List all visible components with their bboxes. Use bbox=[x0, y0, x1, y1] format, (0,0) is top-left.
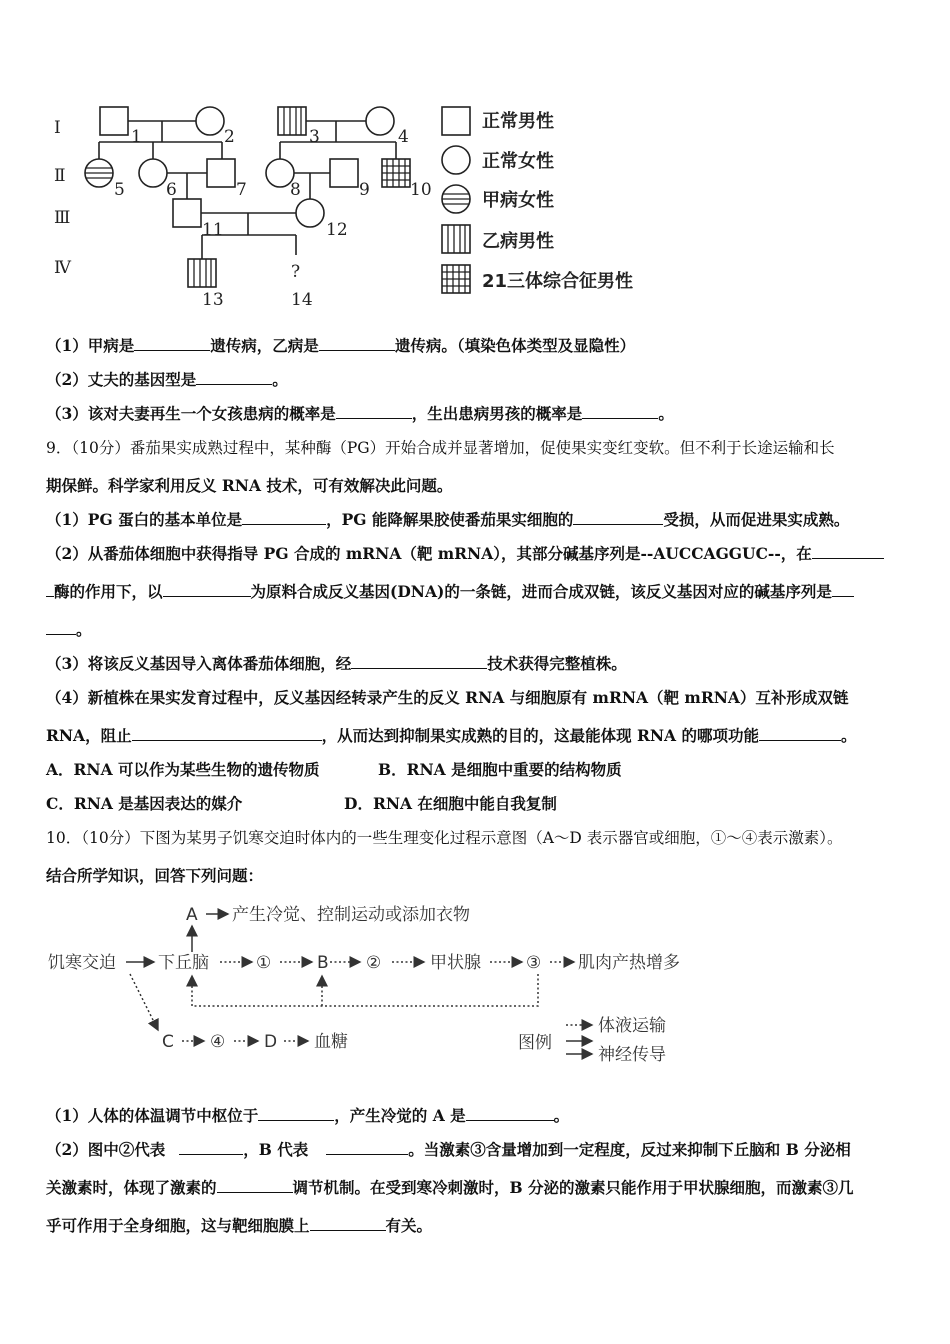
answer-blank-cont bbox=[46, 582, 54, 597]
q10-header: 10．（10分）下图为某男子饥寒交迫时体内的一些生理变化过程示意图（A～D 表示器官或细胞，①～④表示激素）。 bbox=[46, 829, 843, 847]
legend-normal-male: 正常男性 bbox=[482, 111, 554, 132]
node-c: C bbox=[162, 1032, 174, 1052]
legend-disease-a-female: 甲病女性 bbox=[482, 190, 554, 211]
node-b: B bbox=[317, 953, 329, 973]
pedigree-chart bbox=[40, 95, 680, 315]
hormone-4: ④ bbox=[210, 1032, 226, 1052]
q9-part2-cont: 酶的作用下，以 为原料合成反义基因(DNA)的一条链，进而合成双链，该反义基因对应的碱基序列是 bbox=[46, 582, 854, 602]
q10-part2-end: 乎可作用于全身细胞，这与靶细胞膜上 有关。 bbox=[46, 1216, 433, 1235]
individual-number: 10 bbox=[410, 180, 432, 200]
q10-part2: （2）图中②代表 ，B 代表 。当激素③含量增加到一定程度，反过来抑制下丘脑和 B 分泌相 bbox=[46, 1140, 851, 1159]
answer-blank[interactable] bbox=[196, 370, 272, 385]
q10-part2-cont: 关激素时，体现了激素的 调节机制。在受到寒冷刺激时，B 分泌的激素只能作用于甲状腺细胞，而激素③几 bbox=[46, 1178, 854, 1197]
q9-option-a[interactable]: A．RNA 可以作为某些生物的遗传物质 bbox=[46, 760, 320, 779]
individual-number: 6 bbox=[166, 180, 177, 200]
q9-header: 9．（10分）番茄果实成熟过程中，某种酶（PG）开始合成并显著增加，促使果实变红变软。但不利于长途运输和长 bbox=[46, 439, 835, 457]
q9-header-cont: 期保鲜。科学家利用反义 RNA 技术，可有效解决此问题。 bbox=[46, 476, 453, 495]
answer-blank[interactable] bbox=[132, 726, 322, 741]
q10-part1: （1）人体的体温调节中枢位于 ，产生冷觉的 A 是 。 bbox=[46, 1106, 570, 1125]
answer-blank[interactable] bbox=[759, 726, 841, 741]
individual-number: 5 bbox=[114, 180, 125, 200]
generation-label: Ⅲ bbox=[54, 208, 71, 228]
regulation-flowchart bbox=[40, 892, 720, 1082]
generation-label: Ⅰ bbox=[54, 118, 61, 138]
node-d: D bbox=[264, 1032, 278, 1052]
q8-part2: （2）丈夫的基因型是 。 bbox=[46, 370, 288, 389]
answer-blank[interactable] bbox=[179, 1140, 243, 1155]
legend-fluid: 体液运输 bbox=[598, 1016, 666, 1036]
node-hypothalamus: 下丘脑 bbox=[158, 953, 209, 973]
generation-label: Ⅱ bbox=[54, 166, 66, 186]
individual-number: 14 bbox=[291, 290, 313, 310]
answer-blank-cont bbox=[46, 620, 76, 635]
individual-number: 8 bbox=[290, 180, 301, 200]
q9-part2-end: 。 bbox=[46, 620, 92, 640]
answer-blank[interactable] bbox=[163, 582, 251, 597]
answer-blank[interactable] bbox=[582, 404, 658, 419]
q8-part1: （1）甲病是 遗传病，乙病是 遗传病。（填染色体类型及显隐性） bbox=[46, 336, 636, 355]
individual-number: 13 bbox=[202, 290, 224, 310]
individual-number: 9 bbox=[359, 180, 370, 200]
node-start: 饥寒交迫 bbox=[48, 953, 116, 973]
answer-blank[interactable] bbox=[258, 1106, 334, 1121]
individual-number: 11 bbox=[202, 220, 224, 240]
q9-part2: （2）从番茄体细胞中获得指导 PG 合成的 mRNA（靶 mRNA），其部分碱基序列是--AUCCAGGUC--，在 bbox=[46, 544, 884, 564]
answer-blank[interactable] bbox=[310, 1216, 386, 1231]
legend-nerve: 神经传导 bbox=[598, 1045, 666, 1065]
individual-number: 3 bbox=[309, 127, 320, 147]
answer-blank[interactable] bbox=[242, 510, 326, 525]
q8-part3: （3）该对夫妻再生一个女孩患病的概率是 ，生出患病男孩的概率是 。 bbox=[46, 404, 674, 423]
individual-number: 4 bbox=[398, 127, 409, 147]
q9-part4-cont: RNA，阻止 ，从而达到抑制果实成熟的目的，这最能体现 RNA 的哪项功能 。 bbox=[46, 726, 857, 745]
answer-blank[interactable] bbox=[319, 336, 395, 351]
answer-blank[interactable] bbox=[832, 582, 854, 597]
q9-part1: （1）PG 蛋白的基本单位是 ，PG 能降解果胶使番茄果实细胞的 受损，从而促进果实成熟。 bbox=[46, 510, 850, 529]
node-thyroid: 甲状腺 bbox=[430, 953, 481, 973]
individual-number: 7 bbox=[236, 180, 247, 200]
legend-title: 图例 bbox=[518, 1033, 552, 1053]
answer-blank[interactable] bbox=[466, 1106, 554, 1121]
individual-number: 2 bbox=[224, 127, 235, 147]
answer-blank[interactable] bbox=[573, 510, 663, 525]
q9-option-c[interactable]: C．RNA 是基因表达的媒介 bbox=[46, 794, 243, 813]
legend-disease-b-male: 乙病男性 bbox=[482, 231, 554, 252]
q9-option-b[interactable]: B．RNA 是细胞中重要的结构物质 bbox=[378, 760, 622, 779]
individual-number: 12 bbox=[326, 220, 348, 240]
hormone-2: ② bbox=[366, 953, 382, 973]
individual-number: 1 bbox=[131, 127, 142, 147]
generation-label: Ⅳ bbox=[54, 258, 71, 278]
answer-blank[interactable] bbox=[217, 1178, 293, 1193]
q10-header-cont: 结合所学知识，回答下列问题： bbox=[46, 866, 264, 885]
q9-option-d[interactable]: D．RNA 在细胞中能自我复制 bbox=[344, 794, 557, 813]
answer-blank[interactable] bbox=[326, 1140, 408, 1155]
hormone-3: ③ bbox=[526, 953, 542, 973]
answer-blank[interactable] bbox=[812, 544, 884, 559]
q9-part4: （4）新植株在果实发育过程中，反义基因经转录产生的反义 RNA 与细胞原有 mRNA（靶 mRNA）互补形成双链 bbox=[46, 688, 849, 707]
node-glucose: 血糖 bbox=[314, 1032, 348, 1052]
answer-blank[interactable] bbox=[336, 404, 412, 419]
unknown-mark: ? bbox=[291, 262, 301, 282]
legend-trisomy-male: 21三体综合征男性 bbox=[482, 271, 634, 292]
legend-normal-female: 正常女性 bbox=[482, 151, 554, 172]
answer-blank[interactable] bbox=[134, 336, 210, 351]
node-a-effect: 产生冷觉、控制运动或添加衣物 bbox=[232, 905, 470, 925]
node-a: A bbox=[186, 905, 198, 925]
q9-part3: （3）将该反义基因导入离体番茄体细胞，经 技术获得完整植株。 bbox=[46, 654, 627, 673]
node-muscle: 肌肉产热增多 bbox=[578, 953, 680, 973]
hormone-1: ① bbox=[256, 953, 272, 973]
answer-blank[interactable] bbox=[351, 654, 487, 669]
